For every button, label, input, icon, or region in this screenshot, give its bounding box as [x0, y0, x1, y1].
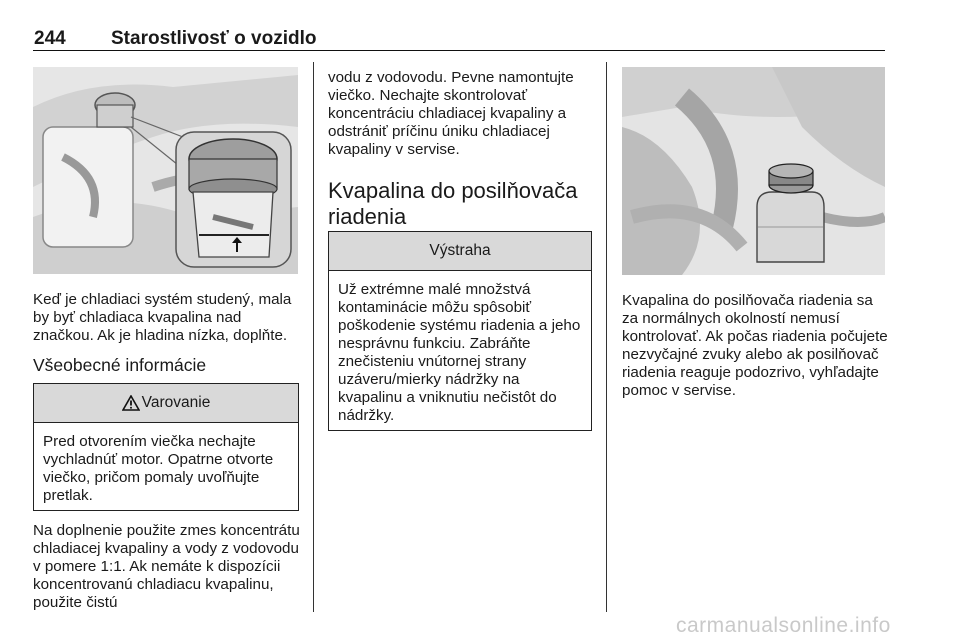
- power-steering-reservoir-illustration: [622, 67, 885, 275]
- warning-title: Varovanie: [141, 394, 211, 411]
- column-divider: [313, 62, 314, 612]
- caution-text: Už extrémne malé množstvá kontaminácie môžu spôsobiť poškodenie systému riadenia a jeho nesprávnu funkciu. Zabráňte znečisteniu vnútornej strany uzáveru/mierky nádržky na kvapalinu a vniknutiu nečistôt do nádržky.: [338, 281, 581, 424]
- coolant-reservoir-illustration: [33, 67, 298, 274]
- caution-header: [329, 232, 591, 271]
- caution-box: [328, 231, 592, 431]
- section-heading-power-steering: Kvapalina do posilňovača riadenia: [328, 178, 578, 229]
- coolant-level-caption: Keď je chladiaci systém studený, mala by byť chladiaca kvapalina nad značkou. Ak je hladina nízka, doplňte.: [33, 291, 292, 344]
- section-heading-general: Všeobecné informácie: [33, 355, 207, 375]
- warning-triangle-icon: [122, 395, 140, 411]
- watermark: carmanualsonline.info: [676, 614, 891, 637]
- warning-box: [33, 383, 299, 511]
- refill-instructions: Na doplnenie použite zmes koncentrátu chladiacej kvapaliny a vody z vodovodu v pomere 1:1. Ak nemáte k dispozícii koncentrovanú chladiacu kvapalinu, použite čistú: [33, 522, 300, 611]
- warning-header: [34, 384, 298, 423]
- column-divider: [606, 62, 607, 612]
- page-header: [33, 26, 885, 51]
- refill-instructions-continued: vodu z vodovodu. Pevne namontujte viečko. Nechajte skontrolovať koncentráciu chladiacej kvapaliny a odstrániť príčinu úniku chladiacej kvapaliny v servise.: [328, 69, 574, 158]
- warning-text: Pred otvorením viečka nechajte vychladnúť motor. Opatrne otvorte viečko, pričom pomaly uvoľňujte pretlak.: [43, 433, 274, 504]
- caution-title: Výstraha: [429, 242, 491, 259]
- running-title: Starostlivosť o vozidlo: [111, 28, 317, 49]
- power-steering-info: Kvapalina do posilňovača riadenia sa za normálnych okolností nemusí kontrolovať. Ak počas riadenia počujete nezvyčajné zvuky alebo ak posilňovač riadenia reaguje podozrivo, vyhľadajte pomoc v servise.: [622, 292, 888, 399]
- page-number: 244: [34, 28, 66, 49]
